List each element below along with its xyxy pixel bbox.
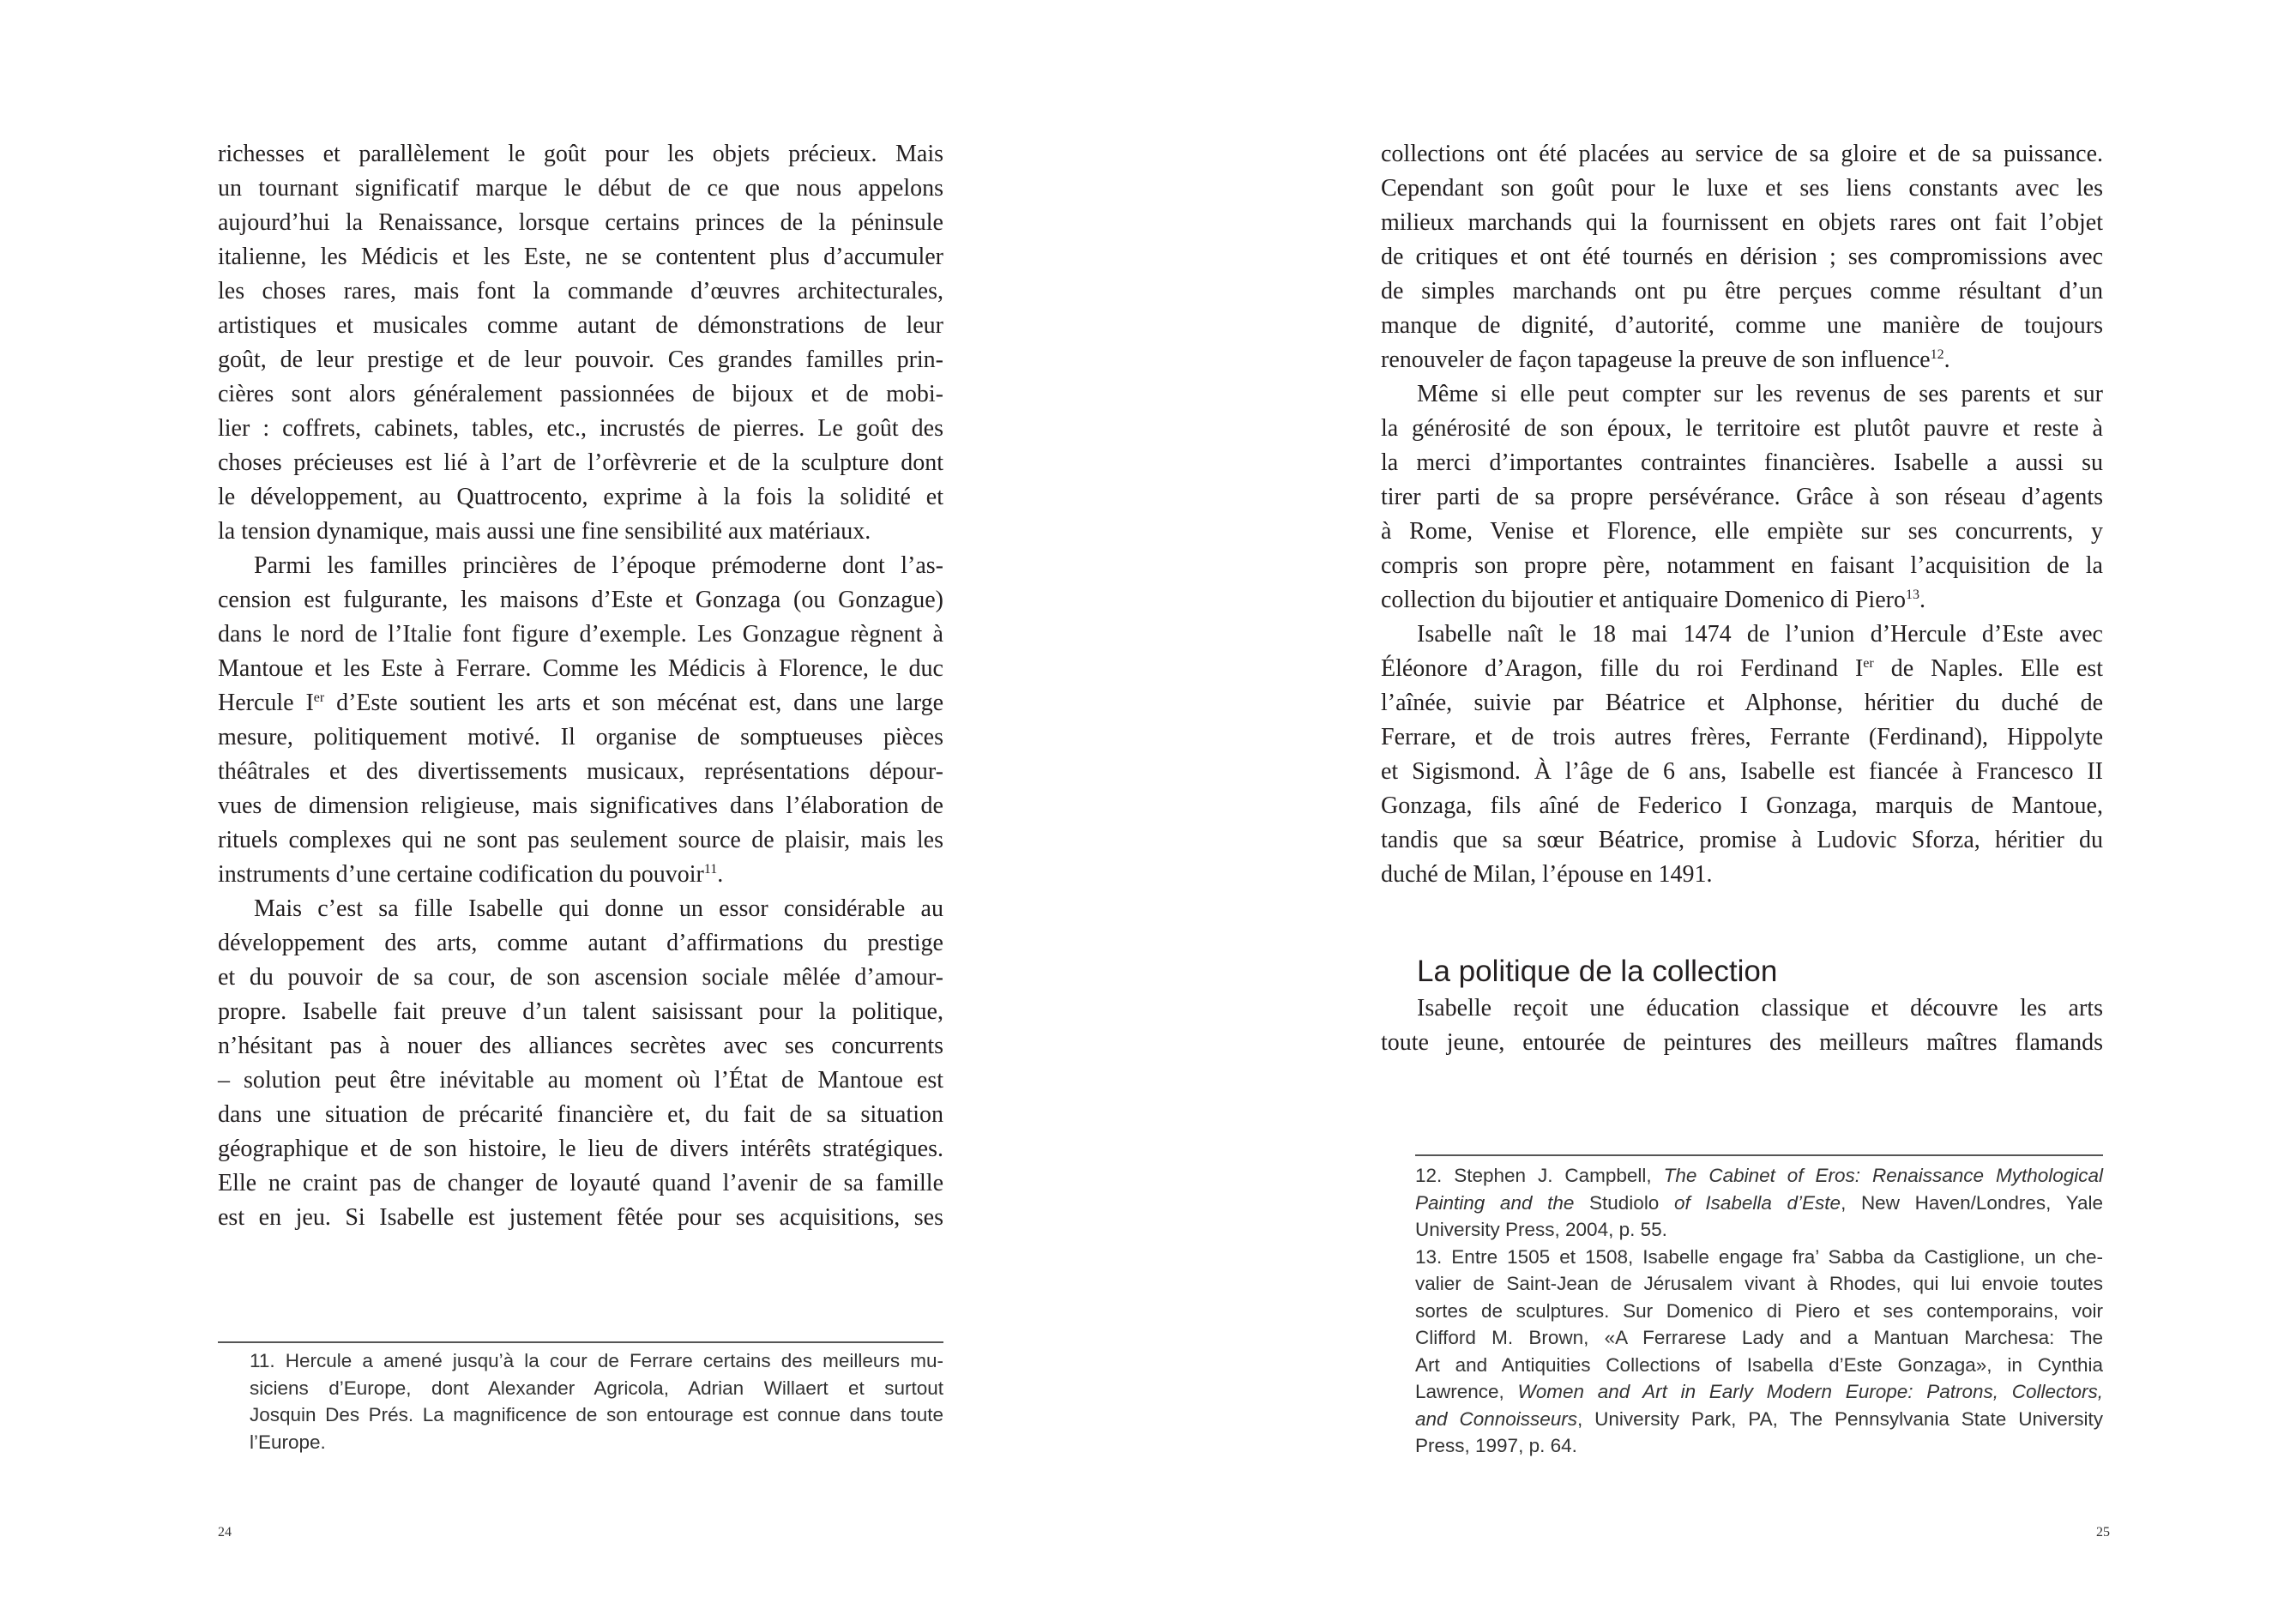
body-line: Isabelle reçoit une éducation classique et découvre les arts [1417, 995, 2103, 1021]
left-body-text [218, 137, 943, 1235]
body-line: Elle ne craint pas de changer de loyauté quand l’avenir de sa famille [218, 1170, 943, 1196]
body-line: toute jeune, entourée de peintures des meilleurs maîtres flamands [1381, 1029, 2103, 1056]
text-segment: The Cabinet of Eros: Renaissance Mythological [1663, 1165, 2104, 1186]
footnote-line: Clifford M. Brown, «A Ferrarese Lady and a Mantuan Marchesa: The [1415, 1327, 2103, 1348]
right-page [1148, 0, 2295, 1621]
text-segment: Hercule I [218, 690, 314, 716]
footnote-line: Josquin Des Prés. La magnificence de son entourage est connue dans toute [250, 1404, 943, 1425]
body-line: richesses et parallèlement le goût pour les objets précieux. Mais [218, 141, 943, 167]
text-segment: renouveler de façon tapageuse la preuve de son influence [1381, 346, 1931, 373]
text-segment: d’Este soutient les arts et son mécénat est, dans une large [324, 690, 944, 716]
footnote-line: l’Europe. [250, 1431, 326, 1453]
body-line: Mais c’est sa fille Isabelle qui donne un essor considérable au [254, 895, 943, 922]
body-line: choses précieuses est lié à l’art de l’orfèvrerie et de la sculpture dont [218, 449, 943, 476]
text-segment: Painting and the [1415, 1191, 1590, 1214]
footnote-line [1415, 1162, 2103, 1190]
text-segment: Lawrence, [1415, 1381, 1518, 1402]
page-number: 25 [2096, 1525, 2110, 1540]
text-segment: . [1943, 346, 1950, 373]
body-line: cières sont alors généralement passionnées de bijoux et de mobi- [218, 381, 943, 407]
body-line: n’hésitant pas à nouer des alliances secrètes avec ses concurrents [218, 1033, 943, 1059]
right-footnotes [1415, 1162, 2103, 1460]
text-segment: Women and Art in Early Modern Europe: Patrons, Collectors, [1517, 1381, 2103, 1402]
body-line: développement des arts, comme autant d’affirmations du prestige [218, 930, 943, 956]
body-line [1381, 343, 2103, 377]
body-line: Parmi les familles princières de l’époque prémoderne dont l’as- [254, 552, 943, 579]
text-segment: and Connoisseurs [1415, 1407, 1578, 1430]
text-segment: collection du bijoutier et antiquaire Domenico di Piero [1381, 587, 1906, 613]
footnote-line: Press, 1997, p. 64. [1415, 1435, 1577, 1456]
text-segment: 12. Stephen J. Campbell, [1415, 1165, 1664, 1186]
text-segment: Studiolo [1589, 1191, 1660, 1214]
body-line: Ferrare, et de trois autres frères, Ferrante (Ferdinand), Hippolyte [1381, 724, 2103, 750]
body-line: géographique et de son histoire, le lieu de divers intérêts stratégiques. [218, 1136, 943, 1162]
body-line: et du pouvoir de sa cour, de son ascension sociale mêlée d’amour- [218, 964, 943, 991]
body-line: duché de Milan, l’épouse en 1491. [1381, 861, 1713, 888]
body-line: – solution peut être inévitable au moment où l’État de Mantoue est [218, 1067, 943, 1094]
body-line: cension est fulgurante, les maisons d’Este et Gonzaga (ou Gonzague) [218, 587, 943, 613]
footnote-line: 13. Entre 1505 et 1508, Isabelle engage fra’ Sabba da Castiglione, un che- [1415, 1245, 2103, 1268]
body-line: Gonzaga, fils aîné de Federico I Gonzaga, marquis de Mantoue, [1381, 792, 2103, 819]
body-line: lier : coffrets, cabinets, tables, etc., incrustés de pierres. Le goût des [218, 415, 943, 442]
body-line [218, 686, 943, 720]
section-body-text [1381, 991, 2103, 1060]
footnote-separator [218, 1341, 943, 1343]
body-line: goût, de leur prestige et de leur pouvoir. Ces grandes familles prin- [218, 346, 943, 373]
text-segment: . [717, 861, 724, 888]
footnote-line [1415, 1378, 2103, 1406]
body-line: Même si elle peut compter sur les revenus de ses parents et sur [1417, 381, 2103, 407]
text-segment: Éléonore d’Aragon, fille du roi Ferdinand I [1381, 655, 1864, 682]
body-line [1381, 583, 2103, 618]
body-line: milieux marchands qui la fournissent en objets rares ont fait l’objet [1381, 209, 2103, 236]
note-reference: 13 [1905, 588, 1919, 602]
text-segment: de Naples. Elle est [1873, 655, 2103, 682]
page-number: 24 [218, 1525, 232, 1540]
body-line: de critiques et ont été tournés en dérision ; ses compromissions avec [1381, 244, 2103, 270]
footnote-line: Art and Antiquities Collections of Isabella d’Este Gonzaga», in Cynthia [1415, 1353, 2103, 1376]
body-line [218, 858, 943, 892]
body-line [1381, 652, 2103, 686]
body-line: compris son propre père, notamment en faisant l’acquisition de la [1381, 552, 2103, 579]
footnote-line: sortes de sculptures. Sur Domenico di Piero et ses contemporains, voir [1415, 1299, 2103, 1322]
body-line: théâtrales et des divertissements musicaux, représentations dépour- [218, 758, 943, 785]
body-line: l’aînée, suivie par Béatrice et Alphonse, héritier du duché de [1381, 690, 2103, 716]
text-segment: instruments d’une certaine codification du pouvoir [218, 861, 704, 888]
body-line: la tension dynamique, mais aussi une fine sensibilité aux matériaux. [218, 518, 871, 545]
body-line: aujourd’hui la Renaissance, lorsque certains princes de la péninsule [218, 209, 943, 236]
footnote-line: University Press, 2004, p. 55. [1415, 1219, 1667, 1240]
body-line: la merci d’importantes contraintes financières. Isabelle a aussi su [1381, 449, 2103, 476]
right-body-text [1381, 137, 2103, 892]
body-line: de simples marchands ont pu être perçues comme résultant d’un [1381, 278, 2103, 304]
footnote-line [1415, 1190, 2103, 1217]
footnote-separator [1415, 1154, 2103, 1156]
body-line: tandis que sa sœur Béatrice, promise à Ludovic Sforza, héritier du [1381, 827, 2103, 853]
text-segment: of Isabella d’Este [1659, 1191, 1841, 1214]
body-line: vues de dimension religieuse, mais significatives dans l’élaboration de [218, 792, 943, 819]
footnote-line [1415, 1406, 2103, 1433]
body-line: manque de dignité, d’autorité, comme une manière de toujours [1381, 312, 2103, 339]
body-line: dans une situation de précarité financière et, du fait de sa situation [218, 1101, 943, 1128]
section-heading: La politique de la collection [1417, 955, 1778, 988]
note-reference: 11 [703, 862, 718, 877]
note-reference: er [313, 690, 325, 705]
text-segment: . [1919, 587, 1925, 613]
body-line: italienne, les Médicis et les Este, ne se contentent plus d’accumuler [218, 244, 943, 270]
note-reference: 12 [1930, 347, 1944, 362]
body-line: est en jeu. Si Isabelle est justement fêtée pour ses acquisitions, ses [218, 1204, 943, 1231]
body-line: la générosité de son époux, le territoire est plutôt pauvre et reste à [1381, 415, 2103, 442]
body-line: propre. Isabelle fait preuve d’un talent saisissant pour la politique, [218, 998, 943, 1025]
body-line: Cependant son goût pour le luxe et ses liens constants avec les [1381, 175, 2103, 202]
footnote-line: valier de Saint-Jean de Jérusalem vivant à Rhodes, qui lui envoie toutes [1415, 1273, 2103, 1294]
text-segment: , New Haven/Londres, Yale [1841, 1191, 2104, 1214]
body-line: mesure, politiquement motivé. Il organise de somptueuses pièces [218, 724, 943, 750]
section [1381, 952, 2103, 1060]
body-line: le développement, au Quattrocento, exprime à la fois la solidité et [218, 484, 943, 510]
body-line: artistiques et musicales comme autant de démonstrations de leur [218, 312, 943, 339]
note-reference: er [1863, 656, 1874, 671]
footnote-line: 11. Hercule a amené jusqu’à la cour de Ferrare certains des meilleurs mu- [250, 1350, 943, 1371]
body-line: et Sigismond. À l’âge de 6 ans, Isabelle est fiancée à Francesco II [1381, 758, 2103, 785]
body-line: Mantoue et les Este à Ferrare. Comme les Médicis à Florence, le duc [218, 655, 943, 682]
body-line: collections ont été placées au service de sa gloire et de sa puissance. [1381, 141, 2103, 167]
body-line: dans le nord de l’Italie font figure d’exemple. Les Gonzague règnent à [218, 621, 943, 648]
body-line: à Rome, Venise et Florence, elle empiète sur ses concurrents, y [1381, 518, 2103, 545]
body-line: tirer parti de sa propre persévérance. Grâce à son réseau d’agents [1381, 484, 2103, 510]
body-line: les choses rares, mais font la commande d’œuvres architecturales, [218, 278, 943, 304]
text-segment: , University Park, PA, The Pennsylvania State University [1577, 1407, 2103, 1430]
body-line: Isabelle naît le 18 mai 1474 de l’union d’Hercule d’Este avec [1417, 621, 2103, 648]
body-line: un tournant significatif marque le début de ce que nous appelons [218, 175, 943, 202]
body-line: rituels complexes qui ne sont pas seulement source de plaisir, mais les [218, 827, 943, 853]
left-footnotes [250, 1347, 943, 1455]
footnote-line: siciens d’Europe, dont Alexander Agricola, Adrian Willaert et surtout [250, 1377, 943, 1399]
